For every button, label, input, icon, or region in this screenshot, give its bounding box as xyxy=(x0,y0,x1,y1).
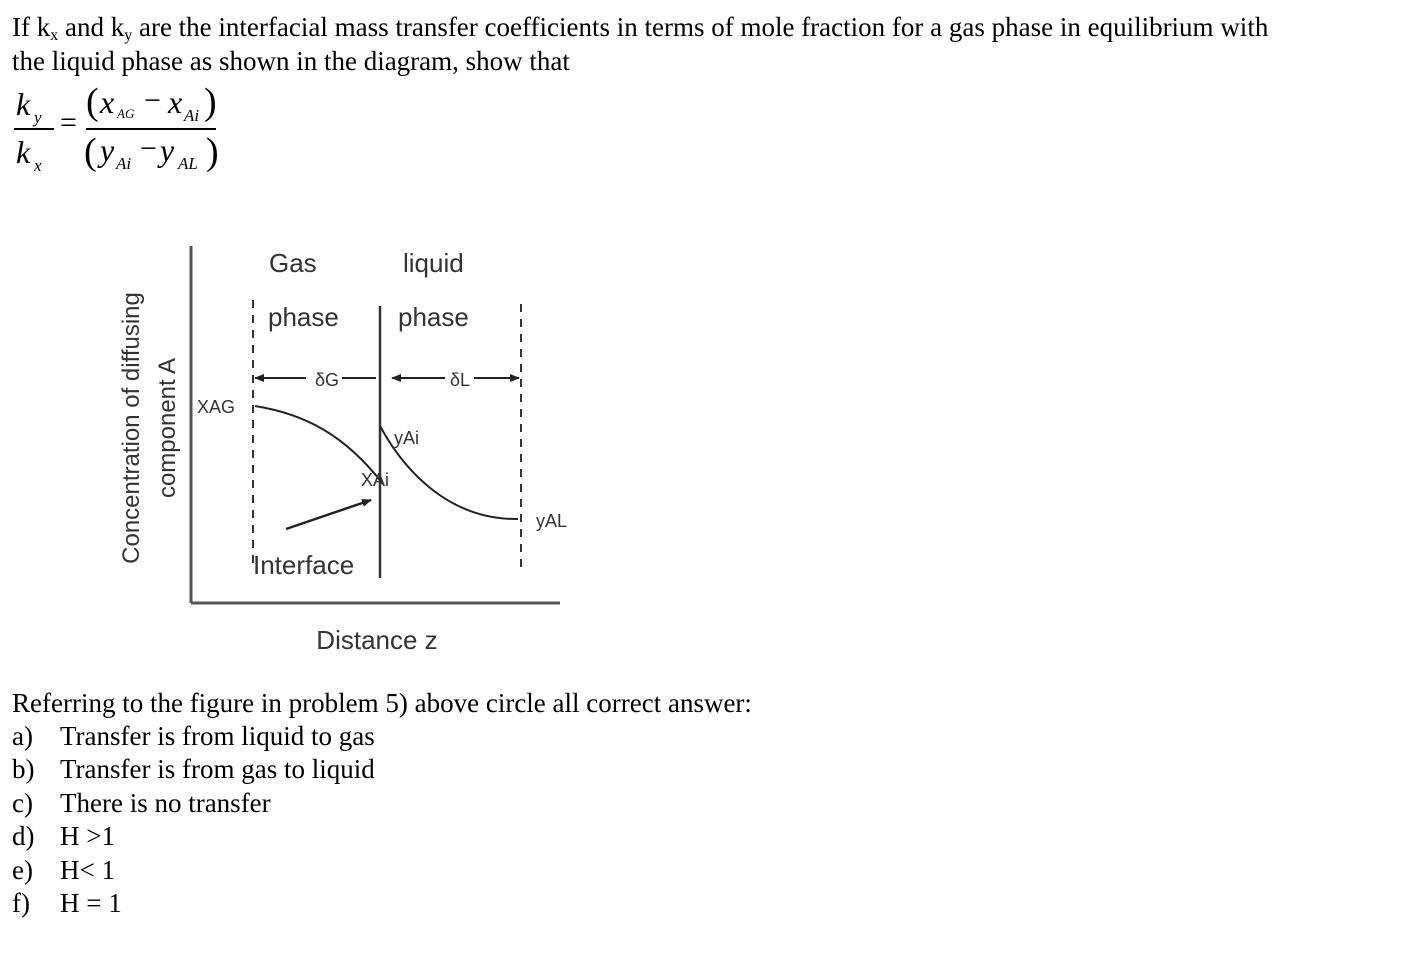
formula-den-y2-sub: AL xyxy=(178,154,198,173)
option-text: H >1 xyxy=(60,821,115,851)
option-text: H< 1 xyxy=(60,855,115,885)
intro-text-2: and k xyxy=(58,12,125,42)
liquid-label-1: liquid xyxy=(403,248,464,278)
interface-label: Interface xyxy=(253,550,355,580)
formula-num-x2-sub: Ai xyxy=(184,106,200,125)
option-text: Transfer is from liquid to gas xyxy=(60,721,375,751)
option-marker: f) xyxy=(12,888,30,918)
option-text: Transfer is from gas to liquid xyxy=(60,754,375,784)
gas-label-1: Gas xyxy=(269,248,317,278)
delta-g-label: δG xyxy=(315,370,340,390)
formula-den-y1: y xyxy=(100,132,115,168)
formula-num-close-paren: ) xyxy=(204,81,217,123)
liquid-label-2: phase xyxy=(398,302,469,332)
option-c[interactable] xyxy=(12,787,271,820)
formula-k-numerator: k xyxy=(16,86,31,122)
x-ai-label: XAi xyxy=(361,470,390,490)
option-e[interactable] xyxy=(12,854,115,887)
option-marker: b) xyxy=(12,754,35,784)
subscript-y: y xyxy=(124,27,133,44)
formula-num-x1: x xyxy=(100,84,115,120)
intro-text: If k xyxy=(12,12,51,42)
formula-den-close-paren: ) xyxy=(206,131,219,173)
formula-num-open-paren: ( xyxy=(86,81,99,123)
formula-k-denominator-sub: x xyxy=(34,156,42,175)
formula-k-numerator-sub: y xyxy=(34,108,42,127)
option-marker: d) xyxy=(12,821,35,851)
gas-label-2: phase xyxy=(268,302,339,332)
option-f[interactable] xyxy=(12,887,122,920)
formula-equals: = xyxy=(60,106,77,139)
option-b[interactable] xyxy=(12,753,375,786)
option-a[interactable] xyxy=(12,720,375,753)
question-prompt: Referring to the figure in problem 5) above circle all correct answer: xyxy=(12,688,752,718)
fraction-bar-left xyxy=(14,128,54,130)
subscript-x: x xyxy=(50,27,59,44)
formula-k-denominator: k xyxy=(16,134,31,170)
delta-l-label: δL xyxy=(450,370,471,390)
formula-den-y1-sub: Ai xyxy=(116,154,132,173)
y-axis-label-line-1: Concentration of diffusing xyxy=(118,292,145,564)
formula-den-open-paren: ( xyxy=(84,131,97,173)
option-marker: a) xyxy=(12,721,33,751)
formula-num-minus: − xyxy=(144,84,161,117)
formula-den-y2: y xyxy=(160,132,175,168)
option-marker: c) xyxy=(12,788,33,818)
x-ag-label: XAG xyxy=(197,397,236,417)
formula xyxy=(10,81,270,178)
formula-den-minus: − xyxy=(140,132,157,165)
option-text: There is no transfer xyxy=(60,788,271,818)
concentration-profile-diagram xyxy=(100,230,600,660)
formula-num-x1-sub: AG xyxy=(117,106,135,121)
y-al-label: yAL xyxy=(536,511,568,531)
y-axis-label-line-2: component A xyxy=(154,357,181,499)
fraction-bar-right xyxy=(86,128,216,130)
option-marker: e) xyxy=(12,855,33,885)
option-text: H = 1 xyxy=(60,888,122,918)
problem-statement-line-2: the liquid phase as shown in the diagram, show that xyxy=(12,46,570,76)
interface-pointer-arrow xyxy=(286,500,371,529)
x-axis-label: Distance z xyxy=(316,625,438,655)
option-d[interactable] xyxy=(12,820,115,853)
y-ai-label: yAi xyxy=(394,428,420,448)
formula-num-x2: x xyxy=(168,84,183,120)
intro-text-3: are the interfacial mass transfer coefficients in terms of mole fraction for a gas phase in equilibrium with xyxy=(132,12,1269,42)
